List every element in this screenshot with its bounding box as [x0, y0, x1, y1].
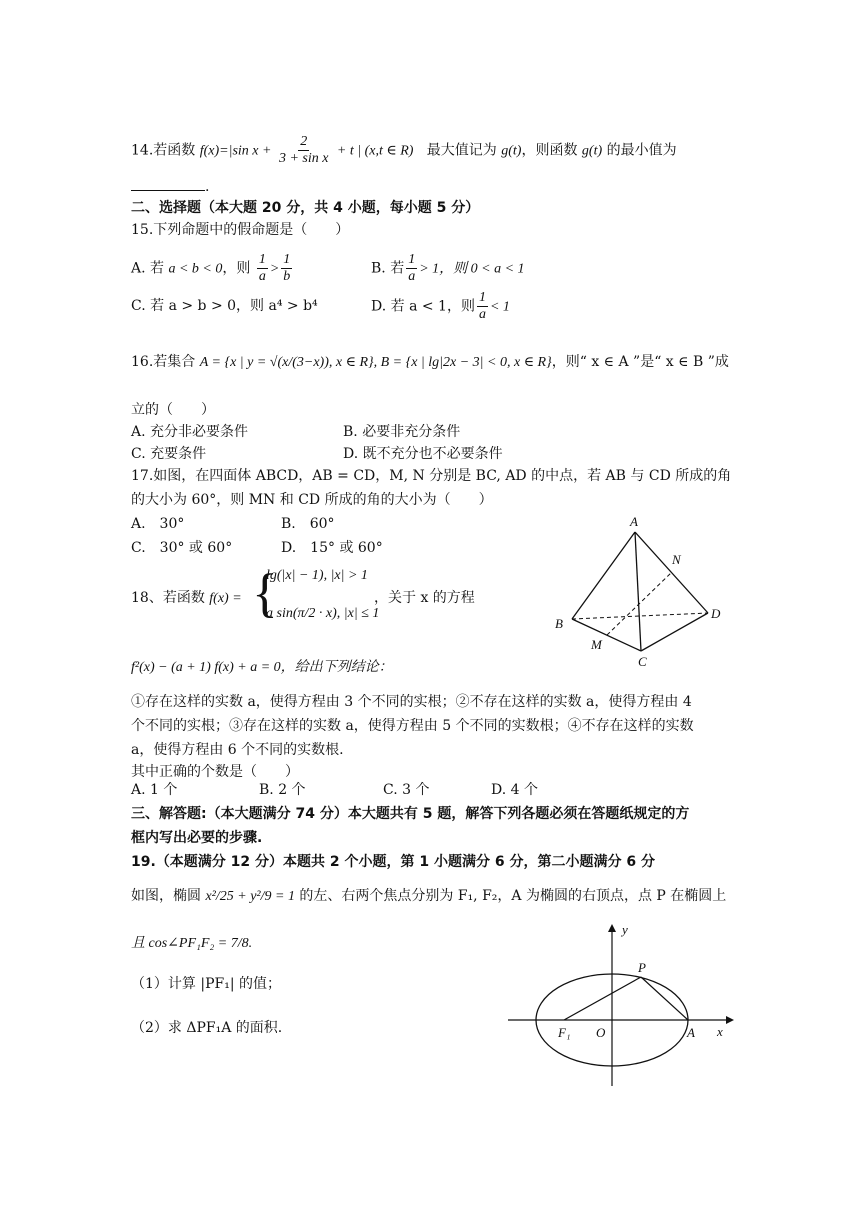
q14-frac-den: 3 + sin x	[278, 151, 329, 166]
ellipse-figure	[508, 920, 738, 1090]
q14-end: .	[205, 179, 210, 195]
q19-part1: （1）计算 |PF₁| 的值；	[131, 976, 281, 992]
q17-option-c[interactable]: C. 30° 或 60°	[131, 540, 233, 556]
q14-text-a: 最大值记为	[426, 142, 497, 159]
q19-post: 的左、右两个焦点分别为 F₁, F₂，A 为椭圆的右顶点，点 P 在椭圆上	[299, 888, 727, 904]
q19-part2: （2）求 ΔPF₁A 的面积.	[131, 1020, 283, 1036]
q15-d-tail: < 1	[489, 299, 510, 315]
label-m: M	[591, 637, 602, 652]
q17-option-d[interactable]: D. 15° 或 60°	[281, 540, 383, 556]
q15-option-b[interactable]	[371, 252, 525, 285]
q18-prefix-text: 18、若函数	[131, 590, 205, 606]
q17-line1: 17.如图，在四面体 ABCD，AB = CD，M, N 分别是 BC, AD 的中点，若 AB 与 CD 所成的角	[131, 468, 732, 484]
label-f1: F₁	[558, 1025, 571, 1040]
q14-func-tail: + t | (x,t ∈ R)	[336, 143, 414, 159]
label-a-vertex: A	[687, 1025, 695, 1040]
q14-line	[131, 134, 677, 167]
edge-ad	[635, 532, 708, 613]
edge-ab	[572, 532, 635, 619]
section3-line2: 框内写出必要的步骤.	[131, 830, 263, 846]
q18-equation: f²(x) − (a + 1) f(x) + a = 0，给出下列结论：	[131, 660, 393, 675]
q14-number: 14.若函数	[131, 142, 196, 159]
edge-bd-hidden	[572, 613, 708, 619]
edge-cd	[641, 613, 708, 651]
q18-brace: {	[252, 563, 278, 623]
q14-text-b: ，则函数	[521, 142, 578, 159]
q18-case2: a sin(π/2 · x), |x| ≤ 1	[266, 606, 380, 621]
q18-case1: lg(|x| − 1), |x| > 1	[266, 568, 368, 583]
label-y: y	[622, 922, 628, 937]
q15-option-c[interactable]: C. 若 a > b > 0，则 a⁴ > b⁴	[131, 298, 318, 314]
q19-header: 19.（本题满分 12 分）本题共 2 个小题，第 1 小题满分 6 分，第二小题满分 6 分	[131, 854, 655, 870]
q16-stem	[131, 352, 729, 373]
q18-fx: f(x) =	[209, 591, 242, 606]
label-n: N	[672, 552, 681, 567]
q14-func: f(x)=|sin x +	[199, 143, 275, 159]
q14-fraction	[277, 134, 331, 167]
tetrahedron-figure	[548, 512, 738, 672]
q19-intro	[131, 886, 726, 907]
q19-pre: 如图，椭圆	[131, 888, 201, 904]
q15-a-label: A. 若	[131, 260, 165, 277]
section3-line1: 三、解答题:（本大题满分 74 分）本大题共有 5 题，解答下列各题必须在答题纸规定的方	[131, 806, 690, 822]
q18-line3: a，使得方程由 6 个不同的实数根.	[131, 742, 344, 758]
q16-option-a[interactable]: A. 充分非必要条件	[131, 424, 249, 440]
q18-option-c[interactable]: C. 3 个	[383, 782, 430, 798]
q18-option-a[interactable]: A. 1 个	[131, 782, 178, 798]
edge-bc	[572, 619, 641, 651]
q15-a-frac1: $\frac{1}{a}$	[258, 252, 266, 284]
q15-d-frac: $\frac{1}{a}$	[478, 290, 486, 322]
segment-pa	[641, 977, 688, 1020]
segment-pf1	[564, 977, 641, 1020]
label-d: D	[711, 606, 721, 621]
q17-line2: 的大小为 60°，则 MN 和 CD 所成的角的大小为（ ）	[131, 492, 493, 508]
q15-a-gt: >	[269, 261, 280, 277]
q15-d-label: D. 若 a < 1，则	[371, 298, 475, 315]
q15-a-frac2: $\frac{1}{b}$	[283, 252, 291, 284]
q17-option-b[interactable]: B. 60°	[281, 516, 335, 532]
q16-set-b: , B = {x | lg|2x − 3| < 0, x ∈ R}	[373, 355, 552, 370]
q16-option-c[interactable]: C. 充要条件	[131, 446, 207, 462]
q18-line1: ①存在这样的实数 a，使得方程由 3 个不同的实根；②不存在这样的实数 a，使得方程由 4	[131, 694, 692, 710]
label-b: B	[555, 616, 563, 631]
q15-b-tail: > 1，则 0 < a < 1	[419, 261, 525, 277]
q18-option-b[interactable]: B. 2 个	[259, 782, 306, 798]
label-c: C	[638, 654, 647, 669]
label-x: x	[717, 1024, 723, 1039]
q15-option-a[interactable]	[131, 252, 294, 285]
q16-option-b[interactable]: B. 必要非充分条件	[343, 424, 461, 440]
q18-line2: 个不同的实根；③存在这样的实数 a，使得方程由 5 个不同的实数根；④不存在这样的实数	[131, 718, 694, 734]
label-p: P	[638, 960, 646, 975]
label-o: O	[596, 1025, 606, 1040]
edge-ac	[635, 532, 641, 651]
q16-stem-post: ，则“ x ∈ A ”是“ x ∈ B ”成	[551, 354, 729, 370]
q17-option-a[interactable]: A. 30°	[131, 516, 185, 532]
q15-b-frac: $\frac{1}{a}$	[408, 252, 416, 284]
q14-frac-num: 2	[300, 134, 308, 149]
q14-text-c: 的最小值为	[606, 142, 677, 159]
q18-suffix: ，关于 x 的方程	[374, 590, 475, 606]
q19-ellipse-eq: x²/25 + y²/9 = 1	[205, 889, 295, 904]
q18-prefix	[131, 588, 242, 609]
y-axis-arrow	[608, 924, 616, 932]
q18-option-d[interactable]: D. 4 个	[491, 782, 538, 798]
q19-cond: 且 cos∠PF₁F₂ = 7/8.	[131, 936, 253, 951]
q15-stem: 15.下列命题中的假命题是（ ）	[131, 222, 350, 238]
x-axis-arrow	[726, 1016, 734, 1024]
q15-a-then: ，则	[222, 260, 251, 277]
q16-set-a: A = {x | y = √(x/(3−x)), x ∈ R}	[199, 355, 374, 370]
section2-title: 二、选择题（本大题 20 分，共 4 小题，每小题 5 分）	[131, 200, 480, 216]
q16-option-d[interactable]: D. 既不充分也不必要条件	[343, 446, 503, 462]
q14-gt-1: g(t)	[501, 143, 522, 159]
q14-blank[interactable]	[131, 176, 205, 191]
label-a: A	[630, 514, 638, 529]
q15-a-cond: a < b < 0	[168, 261, 223, 277]
q15-b-label: B. 若	[371, 260, 405, 277]
q14-answer-line	[131, 176, 209, 197]
q15-option-d[interactable]	[371, 290, 510, 323]
q18-ask: 其中正确的个数是（ ）	[131, 764, 299, 780]
q16-stem-pre: 16.若集合	[131, 354, 196, 370]
q16-stem-cont: 立的（ ）	[131, 402, 215, 418]
q14-gt-2: g(t)	[581, 143, 603, 159]
